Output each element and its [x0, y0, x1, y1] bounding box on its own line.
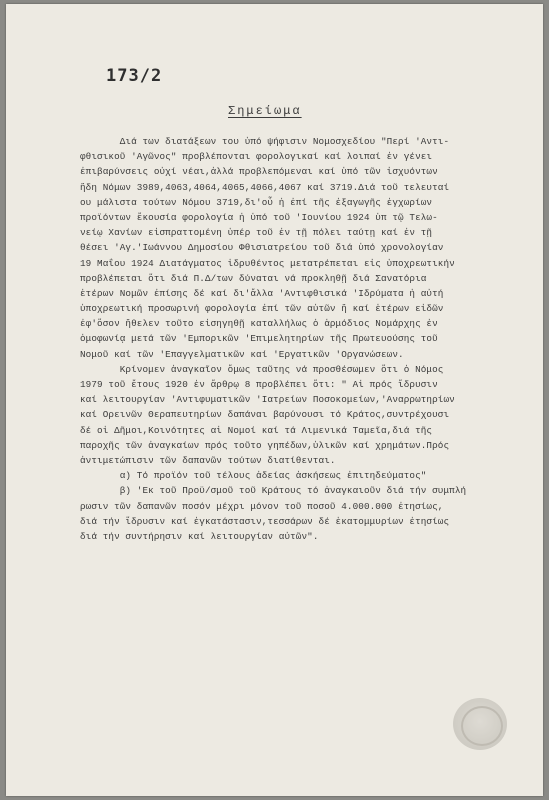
- text-line: α) Τό προϊόν τοῦ τέλους ἀδείας ἀσκήσεως ἐπιτηδεύματος": [80, 470, 427, 482]
- text-line: φθισικοῦ 'Αγῶνος" προβλέπονται φορολογικαί καί λοιπαί ἐν γένει: [80, 151, 433, 163]
- text-line: β) 'Εκ τοῦ Προϋ/σμοῦ τοῦ Κράτους τό ἀναγκαιοῦν διά τήν συμπλή: [80, 485, 467, 497]
- text-line: ἑτέρων Νομῶν ἐπίσης δέ καί δι'ἄλλα 'Αντιφθισικά 'Ιδρύματα ἡ αὐτή: [80, 287, 444, 299]
- page-number: 173/2: [106, 66, 163, 86]
- text-line: ἀντιμετώπισιν τῶν δαπανῶν τούτων διατίθενται.: [80, 454, 336, 466]
- text-line: ἐπιβαρύνσεις οὐχί νέαι,ἀλλά προβλεπόμεναι καί ὑπό τῶν ἰσχυόντων: [80, 166, 438, 178]
- text-line: νείῳ Χανίων εἰσπραττομένη ὑπέρ τοῦ ἐν τῇ πόλει ταύτῃ καί ἐν τῇ: [80, 227, 433, 239]
- archive-stamp: [453, 698, 507, 750]
- text-line: θέσει 'Αγ.'Ιωάννου Δημοσίου Φθισιατρείου τοῦ διά ὑπό χρονολογίαν: [80, 242, 444, 254]
- text-line: ἐφ'ὅσον ἤθελεν τοῦτο εἰσηγηθῇ καταλλήλως ὁ ἁρμόδιος Νομάρχης ἐν: [80, 318, 438, 330]
- text-line: παροχῆς τῶν ἀναγκαίων πρός τοῦτο γηπέδων,ὑλικῶν καί χρημάτων.Πρός: [80, 439, 450, 451]
- text-line: ὑποχρεωτική προσωρινή φορολογία ἐπί τῶν αὐτῶν ἤ καί ἑτέρων εἰδῶν: [80, 303, 444, 315]
- text-line: καί λειτουργίαν 'Αντιφυματικῶν 'Ιατρείων Ποσοκομείων,'Αναρρωτηρίων: [80, 394, 455, 406]
- text-line: Νομοῦ καί τῶν 'Επαγγελματικῶν καί 'Εργατικῶν 'Οργανώσεων.: [80, 348, 404, 360]
- text-line: ρωσιν τῶν δαπανῶν ποσόν μέχρι μόνον τοῦ ποσοῦ 4.000.000 ἐτησίως,: [80, 500, 444, 512]
- text-line: Κρίνομεν ἀναγκαῖον ὅμως ταῦτης νά προσθέσωμεν ὅτι ὁ Νόμος: [80, 363, 444, 375]
- text-line: ἤδη Νόμων 3989,4063,4064,4065,4066,4067 καί 3719.Διά τοῦ τελευταί: [80, 181, 450, 193]
- text-line: ου μάλιστα τούτων Νόμου 3719,δι'οὗ ἡ ἐπί τῆς ἐξαγωγῆς ἐγχωρίων: [80, 196, 433, 208]
- text-line: δέ οἱ Δῆμοι,Κοινότητες αἱ Νομοί καί τά Λιμενικά Ταμεῖα,διά τῆς: [80, 424, 433, 436]
- text-line: προβλέπεται ὅτι διά Π.Δ/των δύναται νά προκληθῇ διά Σανατόρια: [80, 272, 427, 284]
- text-line: Διά των διατάξεων του ὑπό ψήφισιν Νομοσχεδίου "Περί 'Αντι-: [80, 136, 450, 147]
- archive-stamp-ring: [461, 706, 503, 746]
- text-line: ὁμοφωνίᾳ μετά τῶν 'Εμπορικῶν 'Επιμελητηρίων τῆς Πρωτευούσης τοῦ: [80, 333, 438, 345]
- text-line: προϊόντων ἔκουσία φορολογία ἡ ὑπό τοῦ 'Ιουνίου 1924 ὑπ τῷ Τελω-: [80, 211, 438, 223]
- document-page: [6, 4, 543, 796]
- text-line: καί Ορεινῶν Θεραπευτηρίων δαπάναι βαρύνουσι τό Κράτος,συντρέχουσι: [80, 409, 450, 421]
- text-line: 19 Μαΐου 1924 Διατάγματος ἱδρυθέντος μετατρέπεται εἰς ὑποχρεωτικήν: [80, 257, 455, 269]
- text-line: διά τήν συντήρησιν καί λειτουργίαν αὐτῶν".: [80, 530, 319, 542]
- document-title: Σημείωμα: [228, 104, 302, 118]
- text-line: 1979 τοῦ ἔτους 1920 ἐν ἄρθρῳ 8 προβλέπει ὅτι: " Αἱ πρός ἵδρυσιν: [80, 379, 438, 390]
- text-line: διά τήν ἵδρυσιν καί ἐγκατάστασιν,τεσσάρων δέ ἑκατομμυρίων ἐτησίως: [80, 515, 450, 527]
- document-body: [80, 134, 510, 544]
